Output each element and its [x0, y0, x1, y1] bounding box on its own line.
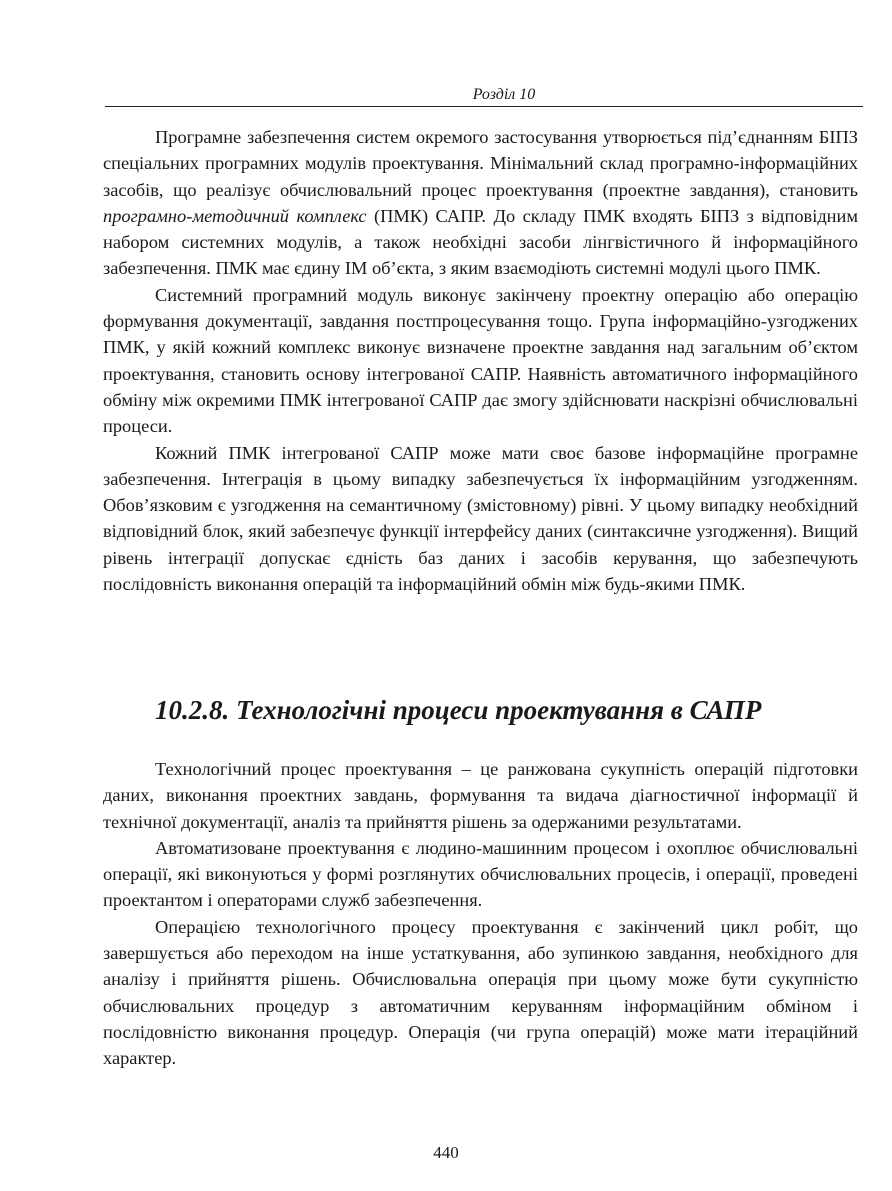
paragraph-2: Системний програмний модуль виконує закінчену проектну операцію або операцію формування документації, завдання постпроцесування тощо. Група інформаційно-узгоджених ПМК, у якій кожний комплекс виконує визначене проектне завдання над загальним об’єктом проектування, становить основу інтегрованої САПР. Наявність автоматичного інформаційного обміну між окремими ПМК інтегрованої САПР дає змогу здійснювати наскрізні обчислювальні процеси. — [103, 284, 858, 437]
emphasized-term: програмно-методичний комплекс — [103, 205, 367, 226]
paragraph-1: Програмне забезпечення систем окремого застосування утворюється під’єднанням БІПЗ спеціальних програмних модулів проектування. Мінімальний склад програмно-інформаційних засобів, що реалізує обчислювальний процес проектування (проектне завдання), становить програмно-методичний комплекс (ПМК) САПР. До складу ПМК входять БІПЗ з відповідним набором системних модулів, а також необхідні засоби лінгвістичного й інформаційного забезпечення. ПМК має єдину ІМ об’єкта, з яким взаємодіють системні модулі цього ПМК. — [103, 127, 859, 279]
paragraph-3: Кожний ПМК інтегрованої САПР може мати своє базове інформаційне програмне забезпечення. Інтеграція в цьому випадку забезпечується їх інформаційним узгодженням. Обов’язковим є узгодження на семантичному (змістовному) рівні. У цьому випадку необхідний відповідний блок, який забезпечує функції інтерфейсу даних (синтаксичне узгодження). Вищий рівень інтеграції допускає єдність баз даних і засобів керування, що забезпечують послідовність виконання операцій та інформаційний обмін між будь-якими ПМК. — [103, 442, 858, 595]
paragraph-6: Операцією технологічного процесу проектування є закінчений цикл робіт, що завершується або переходом на інше устаткування, або зупинкою завдання, необхідного для аналізу і прийняття рішень. Обчислювальна операція при цьому може бути сукупністю обчислювальних процедур з автоматичним керуванням інформаційним обміном і послідовністю виконання процедур. Операція (чи група операцій) може мати ітераційний характер. — [103, 916, 858, 1069]
paragraph-4: Технологічний процес проектування – це ранжована сукупність операцій підготовки даних, виконання проектних завдань, формування та видача діагностичної інформації й технічної документації, аналіз та прийняття рішень за одержаними результатами. — [103, 759, 858, 832]
paragraph-5: Автоматизоване проектування є людино-машинним процесом і охоплює обчислювальні операції, які виконуються у формі розглянутих обчислювальних процесів, і операції, проведені проектантом і операторами служб забезпечення. — [103, 837, 858, 911]
running-header: Розділ 10 — [472, 86, 536, 103]
page-number: 440 — [433, 1143, 459, 1162]
text-block-after-heading — [103, 756, 858, 1072]
section-heading: 10.2.8. Технологічні процеси проектування в САПР — [155, 695, 762, 725]
text-block-before-heading — [103, 124, 858, 597]
header-rule — [105, 106, 863, 107]
